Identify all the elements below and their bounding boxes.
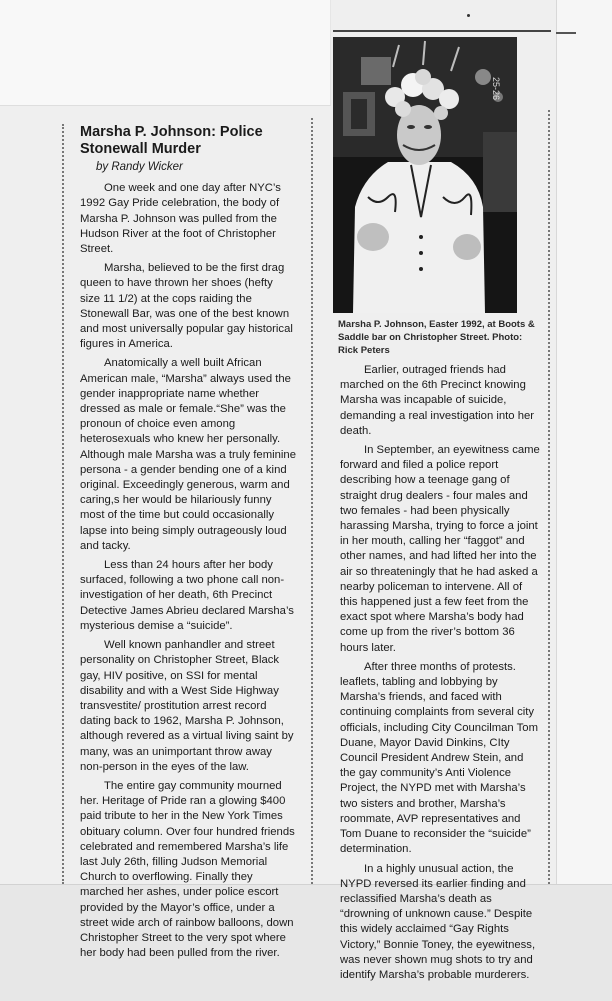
left-dotted-rule xyxy=(62,124,64,884)
ink-dot xyxy=(467,14,470,17)
right-column xyxy=(340,363,542,987)
left-column xyxy=(80,124,296,965)
paragraph: In a highly unusual action, the NYPD reversed its earlier finding and reclassified Marsha’s death as “drowning of unknown cause.” Despite this widely acclaimed “Gay Rights Victory,” Bonnie Toney, the eyewitness, was never shown mug shots to try and identify Marsha’s probable murderers. xyxy=(340,862,536,981)
paragraph: Marsha, believed to be the first drag queen to have thrown her shoes (hefty size 11 1/2) at the cops raiding the Stonewall Bar, was one of the best known and most universally popular gay historical figures in America. xyxy=(80,262,293,351)
article-title xyxy=(80,124,296,158)
paragraph: One week and one day after NYC’s 1992 Gay Pride celebration, the body of Marsha P. Johnson was pulled from the Hudson River at the foot of Christopher Street. xyxy=(80,182,281,256)
paragraph: The entire gay community mourned her. Heritage of Pride ran a glowing $400 paid tribute to her in the New York Times obituary column. Over four hundred friends celebrated and remembered Marsha’s life last July 26th, filling Judson Memorial Church to overflowing. Finally they marched her ashes, under police escort provided by the Mayor’s office, under a street wide arch of rainbow balloons, down Christopher Street to the very spot where her body had been pulled from the river. xyxy=(80,779,295,960)
center-dotted-rule xyxy=(311,118,313,884)
top-mark xyxy=(556,32,576,34)
article-title-line-2: Stonewall Murder xyxy=(80,141,201,157)
photo-caption: Marsha P. Johnson, Easter 1992, at Boots & Saddle bar on Christopher Street. Photo: Rick Peters xyxy=(338,319,535,356)
right-dotted-rule xyxy=(548,110,550,884)
paragraph: Anatomically a well built African American male, “Marsha” always used the gender inappropriate name whether dressed as male or female.“She” was the pronoun of choice even among heterosexuals who knew her personally. Although male Marsha was a truly feminine persona - a gender bending one of a kind original. Exceedingly generous, warm and caring,s her would be hilariously funny most of the time but could occasionally lapse into being simply outrageously loud and tacky. xyxy=(80,357,296,552)
photo-illustration xyxy=(333,37,517,313)
article-byline: by Randy Wicker xyxy=(96,161,183,173)
paragraph: After three months of protests. leaflets, tabling and lobbying by Marsha’s friends, and faced with continuing complaints from several city officials, including City Councilman Tom Duane, Mayor David Dinkins, CIty Council President Andrew Stein, and the gay community’s Anti Violence Project, the NYPD met with Marsha’s two sisters and brother, Marsha’s roommate, AVP representatives and Tom Duane to reconsider the “suicide” determination. xyxy=(340,660,538,856)
paragraph: Less than 24 hours after her body surfaced, following a two phone call non-investigation of her death, 6th Precinct Detective James Abrieu declared Marsha’s mysterious demise a “suicide”. xyxy=(80,559,294,632)
paragraph: In September, an eyewitness came forward and filed a police report describing how a teenage gang of straight drug dealers - four males and two females - had been physically harassing Marsha, trying to force a joint in her mouth, calling her “faggot” and other names, and had lifted her into the air so threateningly that he had asked a nearby policeman to intervene. All of this happened just a few feet from the exact spot where Marsha’s body had come up from the river’s bottom 36 hours later. xyxy=(340,444,540,654)
article-title-line-1: Marsha P. Johnson: Police xyxy=(80,124,263,140)
paragraph: Well known panhandler and street personality on Christopher Street, Black gay, HIV positive, on SSI for mental disability and with a West Side Highway transvestite/ prostitution arrest record dating back to 1962, Marsha P. Johnson, although revered as a virtual living saint by many, was an unimportant throw away non-person in the eyes of the law. xyxy=(80,639,294,773)
top-rule xyxy=(333,30,551,32)
mount-right-strip xyxy=(556,0,612,1000)
photo-stamp: 25-26 xyxy=(491,77,501,101)
paragraph: Earlier, outraged friends had marched on the 6th Precinct knowing Marsha was incapable of suicide, demanding a real investigation into her death. xyxy=(340,364,535,437)
marsha-photo xyxy=(333,37,517,313)
cover-sheet xyxy=(0,0,331,106)
